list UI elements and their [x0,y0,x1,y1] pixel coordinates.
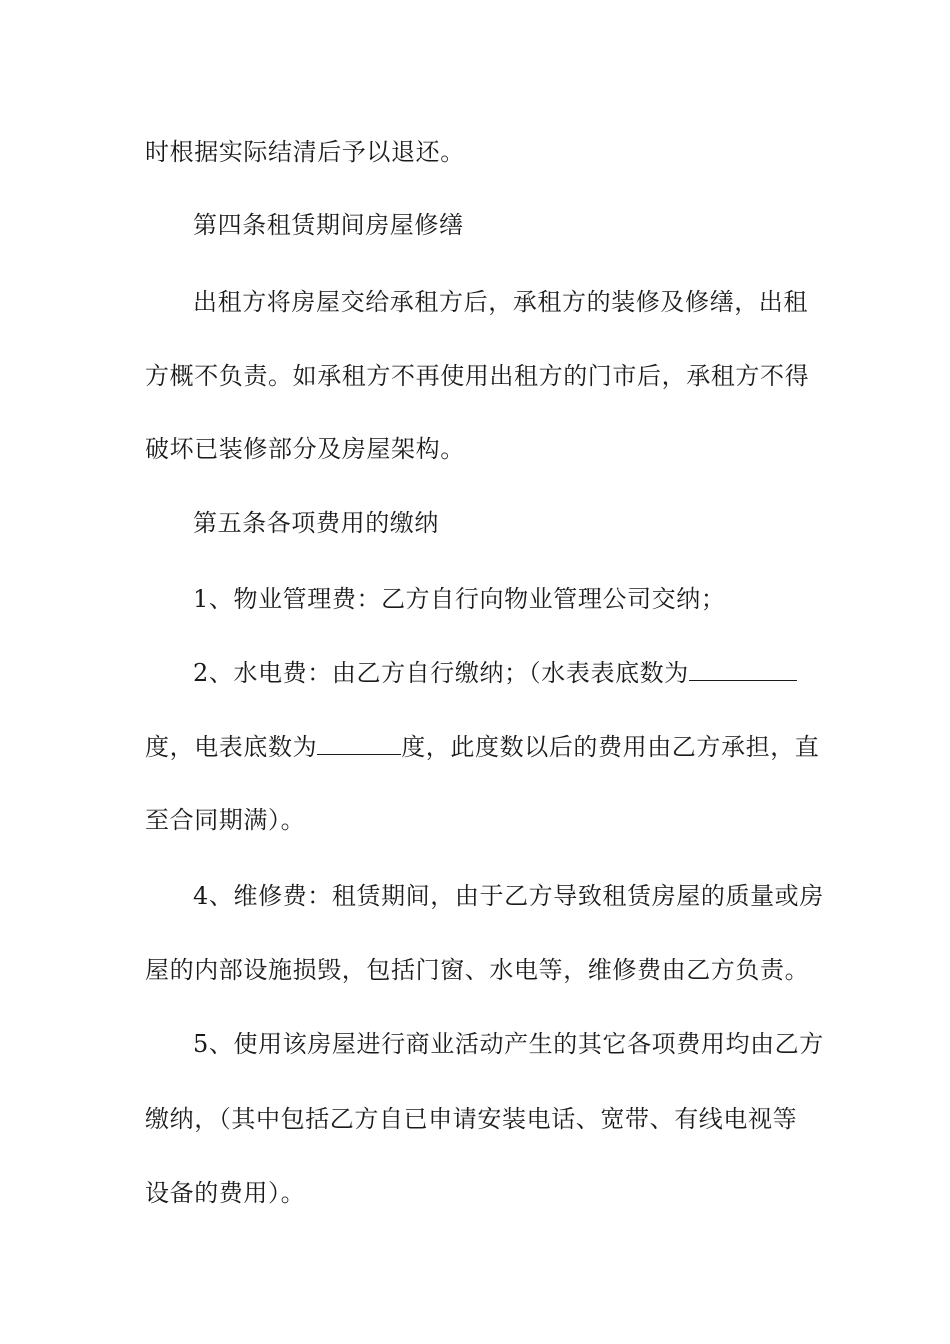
paragraph-line [145,731,819,763]
list-item-utilities [193,657,797,689]
paragraph-line: 时根据实际结清后予以退还。 [145,138,465,166]
paragraph-line: 屋的内部设施损毁，包括门窗、水电等，维修费由乙方负责。 [145,956,810,984]
paragraph-line: 方概不负责。如承租方不再使用出租方的门市后，承租方不得 [145,362,810,390]
utilities-text: 2、水电费：由乙方自行缴纳；（水表表底数为 [193,659,689,687]
electric-meter-text-continued: 度，此度数以后的费用由乙方承担，直 [401,733,820,761]
list-item-other-fees: 5、使用该房屋进行商业活动产生的其它各项费用均由乙方 [193,1030,824,1058]
paragraph-line: 至合同期满）。 [145,806,306,834]
paragraph-line: 破坏已装修部分及房屋架构。 [145,435,465,463]
water-meter-blank [689,658,797,681]
section-heading-article-4: 第四条租赁期间房屋修缮 [193,211,464,239]
paragraph-line: 设备的费用）。 [145,1179,306,1207]
section-heading-article-5: 第五条各项费用的缴纳 [193,509,439,537]
paragraph-line: 出租方将房屋交给承租方后，承租方的装修及修缮，出租 [193,288,808,316]
paragraph-line: 缴纳，（其中包括乙方自已申请安装电话、宽带、有线电视等 [145,1105,798,1133]
electric-meter-blank [317,732,401,755]
electric-meter-text: 度，电表底数为 [145,733,318,761]
list-item-property-fee: 1、物业管理费：乙方自行向物业管理公司交纳； [193,585,726,613]
list-item-maintenance-fee: 4、维修费：租赁期间，由于乙方导致租赁房屋的质量或房 [193,882,824,910]
